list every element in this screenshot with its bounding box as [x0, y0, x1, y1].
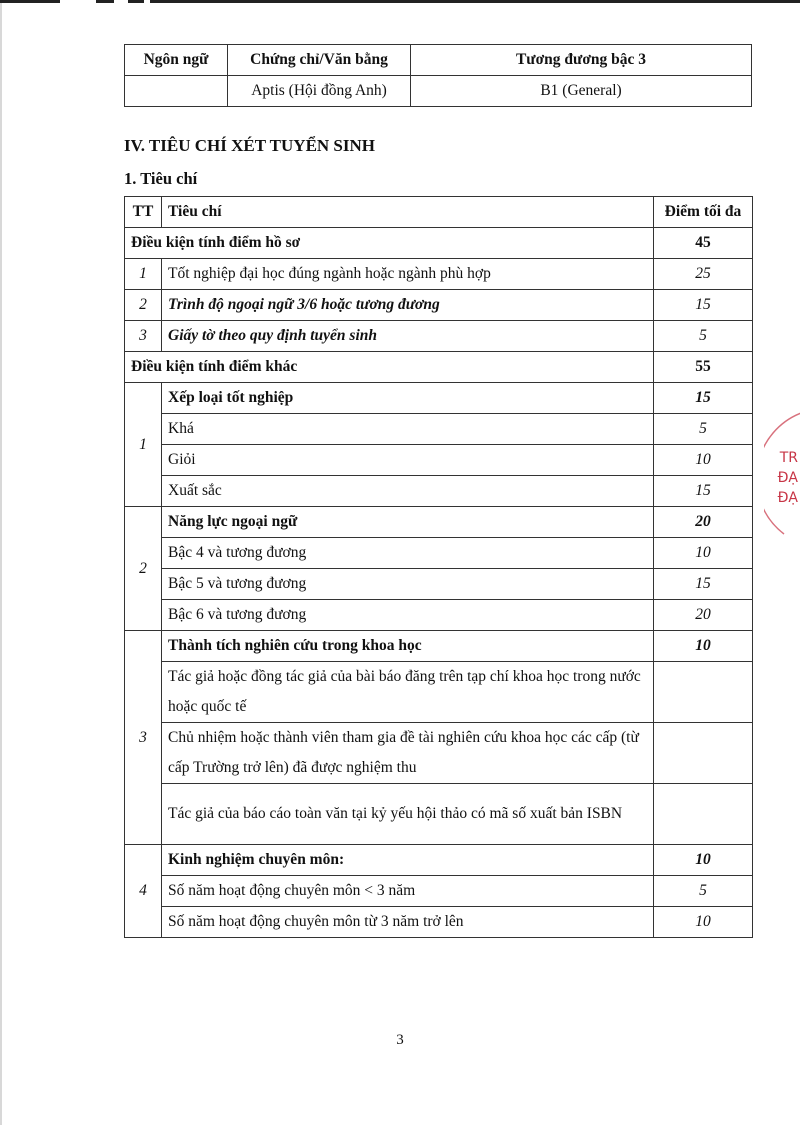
item-text: Chủ nhiệm hoặc thành viên tham gia đề tài nghiên cứu khoa học các cấp (từ cấp Trường trở lên) đã được nghiệm thu — [162, 723, 654, 784]
block-title: Kinh nghiệm chuyên môn: — [162, 845, 654, 876]
table-row — [125, 259, 753, 290]
item-score: 5 — [654, 414, 753, 445]
block-score: 15 — [654, 383, 753, 414]
item-text: Tác giả hoặc đồng tác giả của bài báo đăng trên tạp chí khoa học trong nước hoặc quốc tế — [162, 662, 654, 723]
item-text: Số năm hoạt động chuyên môn từ 3 năm trở lên — [162, 907, 654, 938]
group-score: 55 — [654, 352, 753, 383]
row-text: Giấy tờ theo quy định tuyển sinh — [162, 321, 654, 352]
header-cell-criteria: Tiêu chí — [162, 197, 654, 228]
row-score: 5 — [654, 321, 753, 352]
top-rule — [96, 0, 114, 3]
item-text: Khá — [162, 414, 654, 445]
group-score: 45 — [654, 228, 753, 259]
block-title: Xếp loại tốt nghiệp — [162, 383, 654, 414]
block-title-row — [125, 631, 753, 662]
item-score — [654, 723, 753, 784]
table-row — [125, 76, 752, 107]
stamp-text: TR — [779, 450, 798, 466]
block-title-row — [125, 383, 753, 414]
table-row — [125, 538, 753, 569]
scan-edge — [0, 0, 2, 1125]
block-title-row — [125, 507, 753, 538]
block-number: 2 — [125, 507, 162, 631]
block-score: 10 — [654, 845, 753, 876]
block-score: 10 — [654, 631, 753, 662]
item-text: Tác giả của báo cáo toàn văn tại kỷ yếu hội thảo có mã số xuất bản ISBN — [162, 784, 654, 845]
group-title: Điều kiện tính điểm khác — [125, 352, 654, 383]
table-row — [125, 445, 753, 476]
row-number: 2 — [125, 290, 162, 321]
group-title: Điều kiện tính điểm hồ sơ — [125, 228, 654, 259]
item-score — [654, 662, 753, 723]
group-row — [125, 352, 753, 383]
cell-certificate: Aptis (Hội đồng Anh) — [228, 76, 411, 107]
item-text: Bậc 4 và tương đương — [162, 538, 654, 569]
block-number: 4 — [125, 845, 162, 938]
item-score: 20 — [654, 600, 753, 631]
row-score: 25 — [654, 259, 753, 290]
section-heading: IV. TIÊU CHÍ XÉT TUYỂN SINH — [124, 136, 375, 155]
block-number: 1 — [125, 383, 162, 507]
table-row — [125, 290, 753, 321]
table-row — [125, 876, 753, 907]
item-text: Giỏi — [162, 445, 654, 476]
red-seal-stamp — [764, 408, 800, 538]
table-row — [125, 414, 753, 445]
row-number: 1 — [125, 259, 162, 290]
table-row — [125, 784, 753, 845]
table-row — [125, 476, 753, 507]
block-title: Năng lực ngoại ngữ — [162, 507, 654, 538]
stamp-text: ĐẠ — [777, 470, 798, 486]
block-number: 3 — [125, 631, 162, 845]
item-score: 15 — [654, 569, 753, 600]
table-header-row — [125, 197, 753, 228]
criteria-table — [124, 196, 753, 938]
sub-heading: 1. Tiêu chí — [124, 169, 198, 188]
table-row — [125, 723, 753, 784]
row-text: Trình độ ngoại ngữ 3/6 hoặc tương đương — [162, 290, 654, 321]
item-score — [654, 784, 753, 845]
table-row — [125, 569, 753, 600]
top-rule — [128, 0, 144, 3]
item-text: Bậc 5 và tương đương — [162, 569, 654, 600]
stamp-text: ĐẠ — [777, 490, 798, 506]
item-score: 15 — [654, 476, 753, 507]
item-text: Xuất sắc — [162, 476, 654, 507]
block-score: 20 — [654, 507, 753, 538]
header-cell-score: Điểm tối đa — [654, 197, 753, 228]
header-cell-language: Ngôn ngữ — [125, 45, 228, 76]
table-row — [125, 321, 753, 352]
page-number: 3 — [396, 1032, 404, 1048]
row-score: 15 — [654, 290, 753, 321]
header-cell-equivalent: Tương đương bậc 3 — [411, 45, 752, 76]
cell-language — [125, 76, 228, 107]
block-title-row — [125, 845, 753, 876]
block-title: Thành tích nghiên cứu trong khoa học — [162, 631, 654, 662]
item-score: 10 — [654, 445, 753, 476]
group-row — [125, 228, 753, 259]
table-row — [125, 907, 753, 938]
row-number: 3 — [125, 321, 162, 352]
item-score: 10 — [654, 538, 753, 569]
cell-equivalent: B1 (General) — [411, 76, 752, 107]
item-score: 5 — [654, 876, 753, 907]
item-text: Số năm hoạt động chuyên môn < 3 năm — [162, 876, 654, 907]
top-rule — [0, 0, 60, 3]
table-row — [125, 600, 753, 631]
table-row — [125, 662, 753, 723]
header-cell-tt: TT — [125, 197, 162, 228]
header-cell-certificate: Chứng chỉ/Văn bằng — [228, 45, 411, 76]
item-text: Bậc 6 và tương đương — [162, 600, 654, 631]
language-equivalence-table — [124, 44, 752, 107]
row-text: Tốt nghiệp đại học đúng ngành hoặc ngành phù hợp — [162, 259, 654, 290]
item-score: 10 — [654, 907, 753, 938]
table-header-row — [125, 45, 752, 76]
top-rule — [150, 0, 800, 3]
